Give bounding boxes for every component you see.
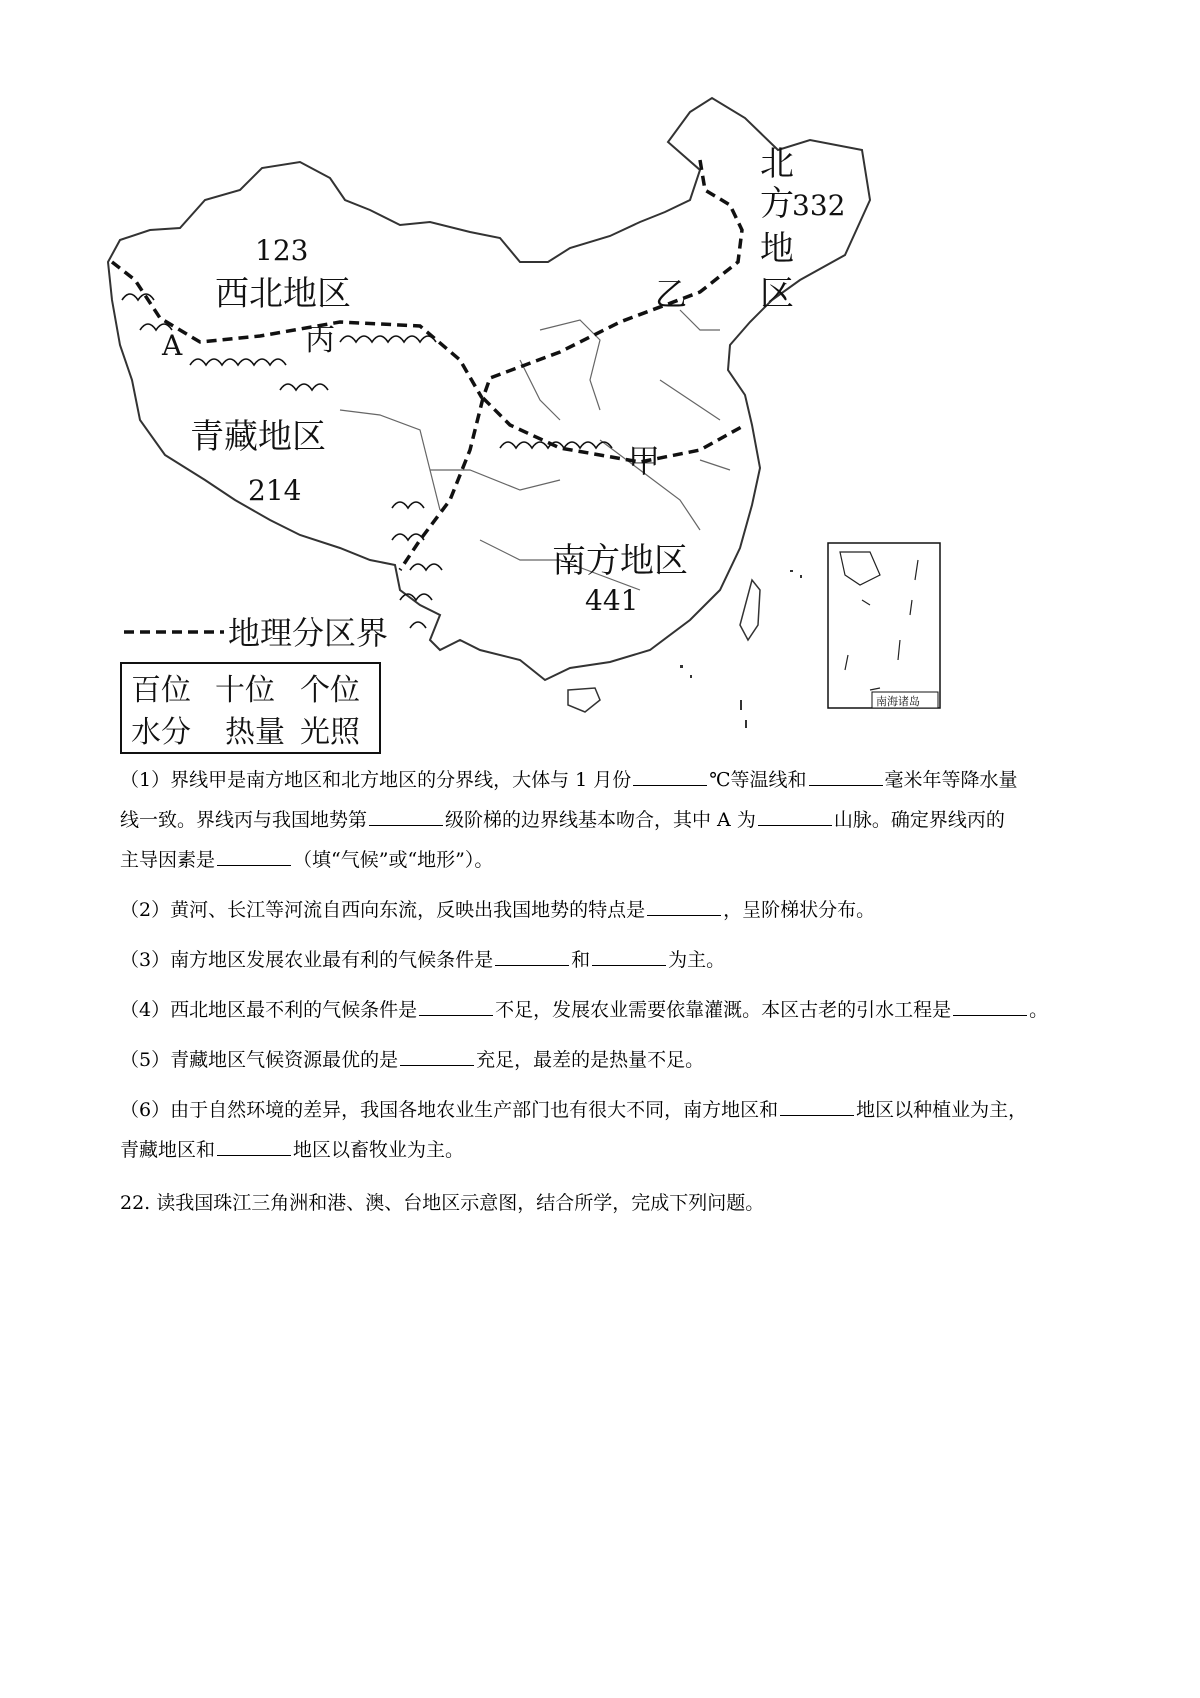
question-4 [120, 990, 1100, 1030]
north-region-char-1: 北 [760, 144, 794, 184]
q1-text-1: （1）界线甲是南方地区和北方地区的分界线，大体与 1 月份 [120, 769, 632, 791]
qinghai-tibet-region-label: 青藏地区 [190, 417, 326, 457]
line-yi-label: 乙 [655, 275, 688, 313]
country-outline [108, 98, 870, 680]
q4-text-1: （4）西北地区最不利的气候条件是 [120, 999, 418, 1021]
q6-text-3: 青藏地区和 [120, 1139, 216, 1161]
code-table-water: 水分 [131, 715, 191, 750]
q2-text-2: ，呈阶梯状分布。 [723, 899, 876, 921]
qinghai-tibet-code: 214 [248, 474, 302, 507]
north-region-char-3: 地 [760, 229, 794, 269]
legend-boundary-label: 地理分区界 [228, 614, 389, 652]
hainan-island [568, 688, 600, 712]
question-5 [120, 1040, 1100, 1080]
line-jia-label: 甲 [628, 442, 661, 480]
question-3 [120, 940, 1100, 980]
q1-text-3: 毫米年等降水量 [884, 769, 1018, 791]
china-regions-map [0, 0, 1200, 760]
q4-blank-project[interactable] [953, 993, 1027, 1016]
q4-text-2: 不足，发展农业需要依靠灌溉。本区古老的引水工程是 [495, 999, 952, 1021]
q1-blank-factor[interactable] [217, 843, 291, 866]
code-table-units: 个位 [300, 673, 360, 708]
q1-blank-terrain-step[interactable] [369, 803, 443, 826]
q6-text-4: 地区以畜牧业为主。 [293, 1139, 465, 1161]
south-region-label: 南方地区 [552, 541, 688, 581]
q6-text-1: （6）由于自然环境的差异，我国各地农业生产部门也有很大不同，南方地区和 [120, 1099, 779, 1121]
coastal-islands [680, 570, 802, 728]
taiwan-island [740, 580, 760, 640]
q1-blank-temperature[interactable] [633, 763, 707, 786]
code-table-tens: 十位 [215, 673, 275, 708]
inset-islands [840, 552, 918, 690]
q4-blank-climate[interactable] [419, 993, 493, 1016]
line-bing-label: 丙 [305, 323, 335, 358]
north-region-code: 332 [792, 189, 846, 222]
q1-text-8: （填“气候”或“地形”）。 [293, 849, 494, 871]
code-table-hundreds: 百位 [131, 673, 191, 708]
q2-text-1: （2）黄河、长江等河流自西向东流，反映出我国地势的特点是 [120, 899, 646, 921]
q1-text-7: 主导因素是 [120, 849, 216, 871]
q6-text-2: 地区以种植业为主， [856, 1099, 1028, 1121]
q5-blank-resource[interactable] [400, 1043, 474, 1066]
next-question-22: 22. 读我国珠江三角洲和港、澳、台地区示意图，结合所学，完成下列问题。 [120, 1192, 765, 1214]
code-table-light: 光照 [300, 715, 360, 750]
q3-text-1: （3）南方地区发展农业最有利的气候条件是 [120, 949, 494, 971]
q1-text-4: 线一致。界线丙与我国地势第 [120, 809, 368, 831]
q1-blank-precipitation[interactable] [809, 763, 883, 786]
south-china-sea-inset [828, 543, 940, 708]
q3-blank-2[interactable] [592, 943, 666, 966]
q6-blank-region-1[interactable] [780, 1093, 854, 1116]
inset-label: 南海诸岛 [876, 695, 920, 708]
q3-text-2: 和 [571, 949, 591, 971]
q1-text-6: 山脉。确定界线丙的 [833, 809, 1005, 831]
northwest-region-label: 西北地区 [215, 274, 351, 314]
q5-text-1: （5）青藏地区气候资源最优的是 [120, 1049, 399, 1071]
q3-blank-1[interactable] [495, 943, 569, 966]
code-table-heat: 热量 [225, 715, 285, 750]
question-6 [120, 1090, 1100, 1170]
question-1 [120, 760, 1100, 880]
south-region-code: 441 [585, 584, 639, 617]
mountain-symbols [122, 294, 612, 628]
question-2 [120, 890, 1100, 930]
q3-text-3: 为主。 [668, 949, 726, 971]
q1-text-2: ℃等温线和 [709, 769, 807, 791]
northwest-code: 123 [255, 234, 309, 267]
point-a-label: A [162, 329, 183, 362]
q6-blank-region-2[interactable] [217, 1133, 291, 1156]
q2-blank-terrain[interactable] [647, 893, 721, 916]
q5-text-2: 充足，最差的是热量不足。 [476, 1049, 705, 1071]
north-region-char-2: 方 [760, 184, 794, 224]
q4-text-3: 。 [1029, 999, 1049, 1021]
q1-text-5: 级阶梯的边界线基本吻合，其中 A 为 [445, 809, 756, 831]
q1-blank-mountain[interactable] [758, 803, 832, 826]
north-region-char-4: 区 [760, 274, 794, 314]
